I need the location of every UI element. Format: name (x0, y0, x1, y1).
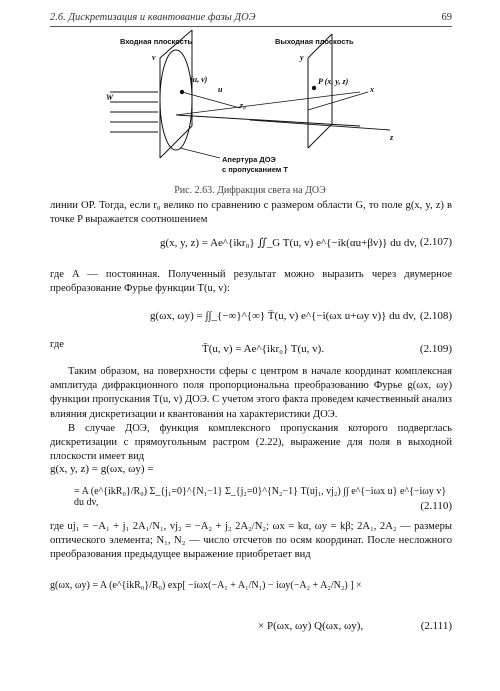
aperture-label-line2: с пропусканием T (222, 165, 288, 174)
paragraph-6: где uj₁ = −A₁ + j₁ 2A₁/N₁, vj₂ = −A₂ + j₂ 2A₂/N₂; ωx = kα, ωy = kβ; 2A₁, 2A₂ — размеры оптического элемента; N₁, N₂ — число отсчетов по осям координат. После несложного преобразования предыдущее выражение приобретает вид (50, 521, 452, 561)
aperture-callout-line (180, 148, 220, 158)
equation-2-110-line2 (50, 486, 452, 512)
paragraph-3: где (50, 339, 64, 350)
equation-2-110-line1 (50, 463, 452, 483)
axis-u-label: u (218, 85, 223, 94)
page-number: 69 (441, 12, 452, 23)
r0-label: r₀ (240, 101, 246, 110)
equation-body: g(x, y, z) = Ae^{ikr₀} ∬_G T(u, v) e^{−ik(αu+βv)} du dv, (160, 237, 417, 249)
diffraction-figure (100, 30, 400, 185)
axis-v-label: v (152, 53, 156, 62)
figure-caption: Рис. 2.63. Дифракция света на ДОЭ (174, 185, 326, 196)
aperture-ellipse (160, 50, 192, 150)
axis-z-label: z (390, 133, 394, 142)
equation-number: (2.110) (420, 500, 452, 512)
section-title: 2.6. Дискретизация и квантование фазы ДОЭ (50, 12, 256, 23)
equation-2-109 (50, 343, 452, 363)
equation-number: (2.107) (419, 236, 452, 248)
running-header (50, 12, 452, 27)
paragraph-4: Таким образом, на поверхности сферы с центром в начале координат комплексная амплитуда дифракционного поля пропорциональна преобразованию Фурье g(ωx, ωy) функции пропускания T(u, v) ДОЭ. С учетом этого факта проведем качественный анализ влияния дискретизации и квантования на характеристики ДОЭ. (50, 366, 452, 420)
paragraph-1: линии OP. Тогда, если r₀ велико по сравнению с размером области G, то поле g(x, y, z) в точке P выражается соотношением (50, 200, 452, 226)
paragraph-5: В случае ДОЭ, функция комплексного пропускания которого подверглась дискретизации с прямоугольным растром (2.22), выражение для поля в выходной плоскости имеет вид (50, 423, 452, 463)
equation-2-107 (50, 236, 452, 256)
axis-y-label: y (300, 53, 304, 62)
w-label: W (106, 93, 114, 102)
equation-number: (2.108) (419, 310, 452, 322)
equation-body: × P(ωx, ωy) Q(ωx, ωy), (258, 620, 364, 632)
output-plane-bottom (308, 124, 332, 148)
equation-body: = A (e^{ikR₀}/R₀) Σ_{j₁=0}^{N₁−1} Σ_{j₂=0}^{N₂−1} T(uj₁, vj₂) ∫∫ e^{−iωx u} e^{−iωy v} du dv, (74, 486, 447, 508)
equation-2-108 (50, 310, 452, 330)
equation-body: g(ωx, ωy) = A (e^{ikR₀}/R₀) exp[ −iωx(−A₁ + A₁/N₁) − iωy(−A₂ + A₂/N₂) ] × (50, 580, 362, 591)
axis-z-line (250, 120, 390, 130)
point-uv-label: (u, v) (190, 75, 208, 84)
point-p-label: P (x, y, z) (318, 77, 349, 86)
equation-number: (2.109) (419, 343, 452, 355)
equation-body: g(ωx, ωy) = ∫∫_{−∞}^{∞} T̄(u, v) e^{−i(ωx u+ωy v)} du dv, (150, 310, 416, 322)
input-plane-bottom (160, 126, 192, 158)
equation-number: (2.111) (420, 620, 452, 632)
equation-body: T̄(u, v) = Ae^{ikr₀} T(u, v). (202, 343, 325, 355)
equation-2-111-line2 (50, 620, 452, 640)
equation-2-111-line1 (50, 580, 452, 600)
aperture-label-line1: Апертура ДОЭ (222, 155, 276, 164)
axis-x-label: x (370, 85, 374, 94)
equation-body: g(x, y, z) = g(ωx, ωy) = (50, 463, 154, 475)
axis-u-line (182, 92, 240, 108)
point-p-dot (312, 86, 316, 90)
output-plane-label: Выходная плоскость (275, 37, 354, 46)
input-plane-label: Входная плоскость (120, 37, 193, 46)
paragraph-2: где A — постоянная. Полученный результат можно выразить через двумерное преобразование Фурье функции T(u, v): (50, 269, 452, 295)
